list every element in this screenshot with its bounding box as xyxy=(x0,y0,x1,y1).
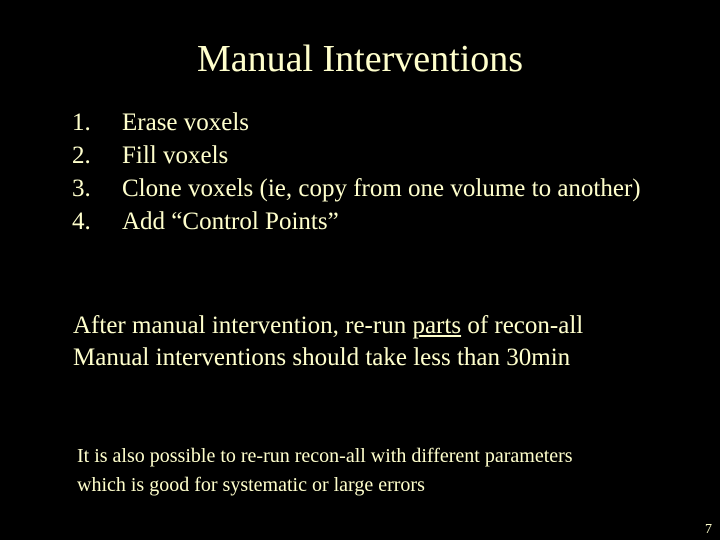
page-number: 7 xyxy=(705,522,712,537)
list-item-number: 4. xyxy=(72,208,91,235)
rerun-underlined-parts: parts xyxy=(412,312,462,339)
time-paragraph: Manual interventions should take less than 30min xyxy=(73,344,571,371)
interventions-list xyxy=(72,106,672,238)
list-item-text: Clone voxels (ie, copy from one volume to another) xyxy=(122,175,641,202)
list-item-number: 1. xyxy=(72,109,91,136)
rerun-paragraph xyxy=(73,310,583,342)
list-item-text: Erase voxels xyxy=(122,109,250,136)
list-item-number: 3. xyxy=(72,175,91,202)
list-item-text: Fill voxels xyxy=(122,142,229,169)
rerun-text-before: After manual intervention, re-run xyxy=(73,312,413,339)
footnote-text: It is also possible to re-run recon-all with different parameters which is good for systematic or large errors xyxy=(77,445,573,496)
list-item xyxy=(72,139,672,172)
list-item xyxy=(72,205,672,238)
list-item xyxy=(72,106,672,139)
rerun-text-after: of recon-all xyxy=(461,312,584,339)
list-item-number: 2. xyxy=(72,142,91,169)
slide-title: Manual Interventions xyxy=(196,38,524,80)
list-item-text: Add “Control Points” xyxy=(122,208,339,235)
list-item xyxy=(72,172,672,205)
